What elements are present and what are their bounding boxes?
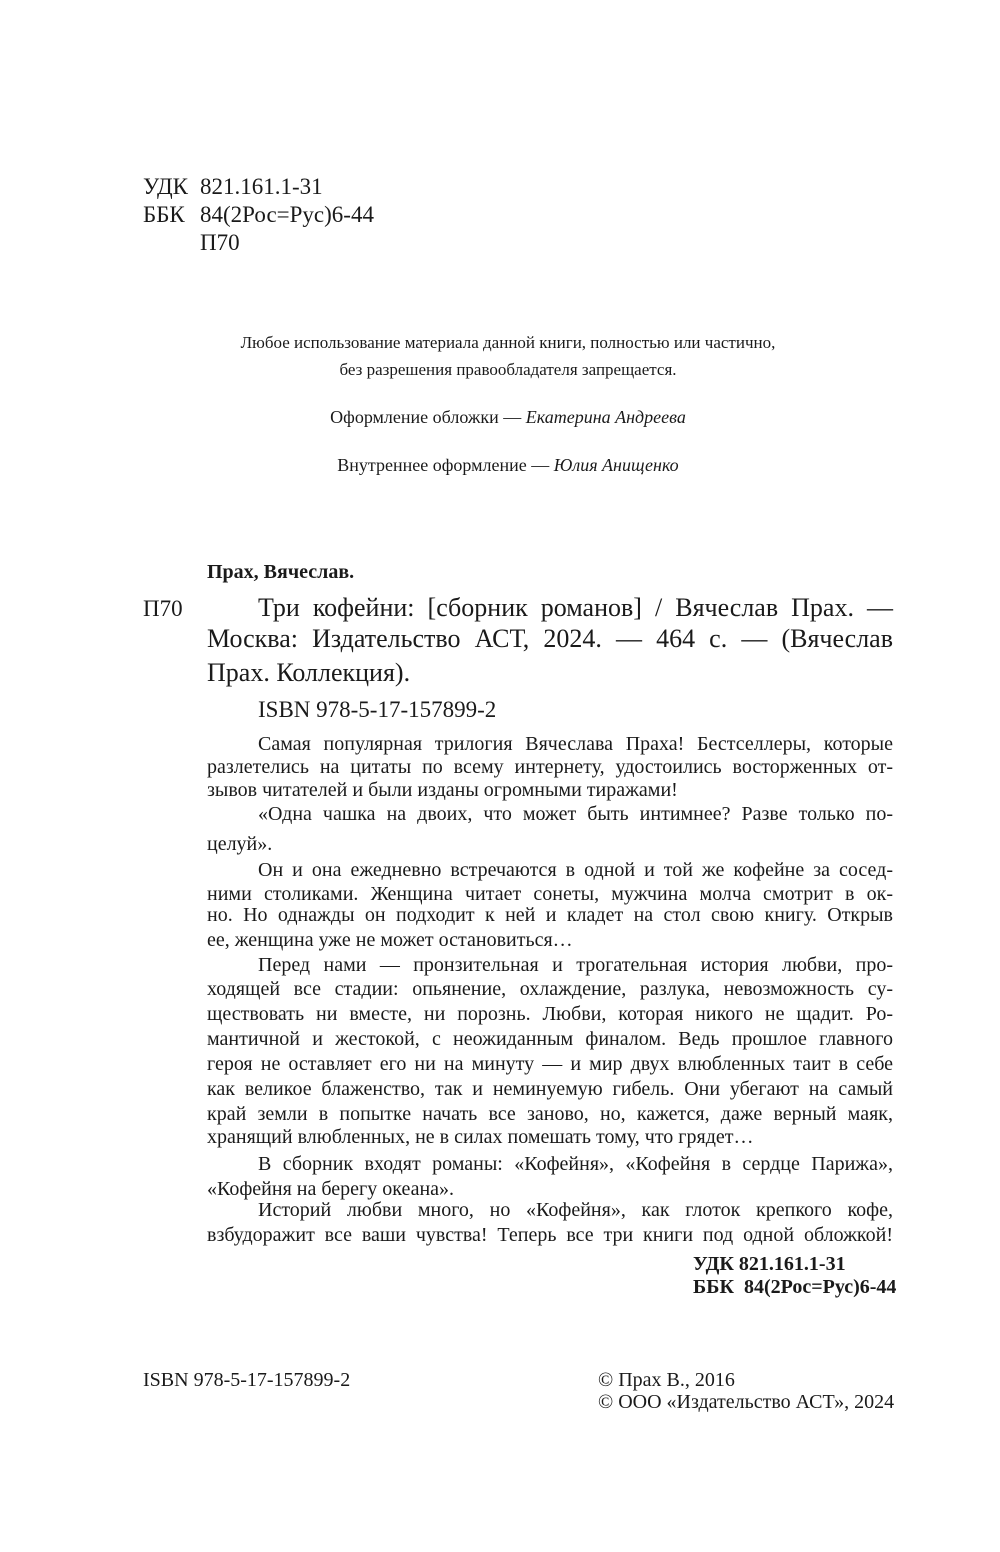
annotation-line: край земли в попытке начать все заново, но, кажется, даже верный маяк,: [207, 1103, 893, 1125]
catalog-line: Три кофейни: [сборник романов] / Вячеслав Прах. —: [258, 593, 893, 622]
copyright-publisher: © ООО «Издательство АСТ», 2024: [598, 1391, 895, 1413]
annotation-line: зывов читателей и были изданы огромными тиражами!: [207, 779, 678, 801]
annotation-line: мантичной и жестокой, с неожиданным финалом. Ведь прошлое главного: [207, 1028, 893, 1050]
annotation-line: Самая популярная трилогия Вячеслава Праха! Бестселлеры, которые: [258, 733, 893, 755]
catalog-author: Прах, Вячеслав.: [207, 561, 355, 583]
annotation-line: как великое блаженство, так и неминуемую гибель. Они убегают на самый: [207, 1078, 893, 1100]
copyright-author: © Прах В., 2016: [598, 1369, 735, 1391]
annotation-line: хранящий влюбленных, не в силах помешать тому, что грядет…: [207, 1126, 754, 1148]
udk-label: УДК: [143, 174, 188, 199]
annotation-line: ходящей все стадии: опьянение, охлаждение, разлука, невозможность су-: [207, 978, 893, 1000]
annotation-line: героя не оставляет его ни на минуту — и мир двух влюбленных таит в себе: [207, 1053, 893, 1075]
annotation-line: Перед нами — пронзительная и трогательная история любви, про-: [258, 954, 893, 976]
bbk-label: ББК: [143, 202, 185, 227]
interior-credit-name: Юлия Анищенко: [553, 455, 679, 475]
catalog-sign: П70: [143, 596, 183, 621]
copyright-notice-line-2: без разрешения правообладателя запрещается.: [339, 360, 677, 379]
annotation-line: ее, женщина уже не может остановиться…: [207, 929, 573, 951]
author-sign: П70: [200, 230, 240, 255]
annotation-line: ними столиками. Женщина читает сонеты, мужчина молча смотрит в ок-: [207, 883, 893, 905]
classification-bbk: ББК 84(2Рос=Рус)6-44: [693, 1276, 897, 1298]
cover-credit-label: Оформление обложки —: [330, 407, 526, 427]
interior-design-credit: [8, 456, 1000, 474]
interior-credit-label: Внутреннее оформление —: [337, 455, 554, 475]
annotation-line: Он и она ежедневно встречаются в одной и той же кофейне за сосед-: [258, 859, 893, 881]
cover-design-credit: [8, 408, 1000, 426]
annotation-line: В сборник входят романы: «Кофейня», «Кофейня в сердце Парижа»,: [258, 1153, 893, 1175]
annotation-line: но. Но однажды он подходит к ней и кладет на стол свою книгу. Открыв: [207, 904, 893, 926]
annotation-line: ществовать ни вместе, ни порознь. Любви, которая никого не щадит. Ро-: [207, 1003, 893, 1025]
annotation-line: целуй».: [207, 833, 273, 855]
catalog-line: Москва: Издательство АСТ, 2024. — 464 с. — (Вячеслав: [207, 624, 893, 653]
classification-udk: УДК 821.161.1-31: [693, 1253, 846, 1275]
annotation-line: «Кофейня на берегу океана».: [207, 1178, 455, 1200]
annotation-line: разлетелись на цитаты по всему интернету, удостоились восторженных от-: [207, 756, 893, 778]
udk-value: 821.161.1-31: [200, 174, 323, 199]
catalog-line: Прах. Коллекция).: [207, 658, 411, 687]
copyright-notice-line-1: Любое использование материала данной книги, полностью или частично,: [240, 333, 776, 352]
cover-credit-name: Екатерина Андреева: [525, 407, 686, 427]
bbk-value: 84(2Рос=Рус)6-44: [200, 202, 374, 227]
annotation-line: взбудоражит все ваши чувства! Теперь все три книги под одной обложкой!: [207, 1224, 893, 1246]
annotation-line: «Одна чашка на двоих, что может быть интимнее? Разве только по-: [258, 803, 893, 825]
catalog-isbn: ISBN 978-5-17-157899-2: [258, 697, 497, 722]
footer-isbn: ISBN 978-5-17-157899-2: [143, 1369, 351, 1391]
annotation-line: Историй любви много, но «Кофейня», как глоток крепкого кофе,: [258, 1199, 893, 1221]
